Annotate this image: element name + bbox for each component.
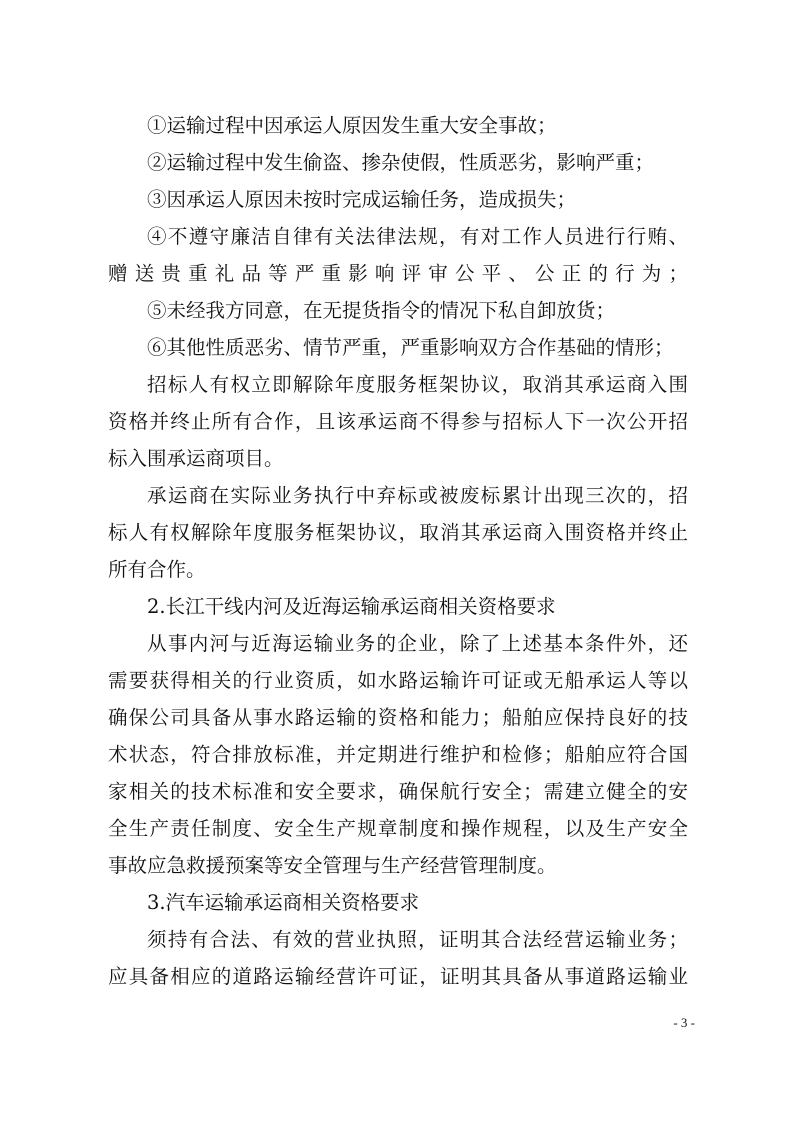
paragraph-abandon-line-1: 承运商在实际业务执行中弃标或被废标累计出现三次的，招 (147, 484, 688, 507)
section-2-line-5: 家相关的技术标准和安全要求，确保航行安全；需建立健全的安 (108, 780, 688, 803)
list-item-6: ⑥其他性质恶劣、情节严重，严重影响双方合作基础的情形； (147, 336, 674, 359)
paragraph-abandon-line-2: 标人有权解除年度服务框架协议，取消其承运商入围资格并终止 (108, 521, 688, 544)
list-item-4-line-1: ④不遵守廉洁自律有关法律法规，有对工作人员进行行贿、 (147, 225, 688, 248)
section-3-heading: 3.汽车运输承运商相关资格要求 (147, 891, 420, 914)
list-item-1: ①运输过程中因承运人原因发生重大安全事故； (147, 114, 557, 137)
paragraph-terminate-line-1: 招标人有权立即解除年度服务框架协议，取消其承运商入围 (147, 373, 688, 396)
paragraph-abandon-line-3: 所有合作。 (108, 558, 206, 581)
section-2-heading: 2.长江干线内河及近海运输承运商相关资格要求 (147, 595, 556, 618)
paragraph-terminate-line-3: 标入围承运商项目。 (108, 447, 284, 470)
section-2-line-6: 全生产责任制度、安全生产规章制度和操作规程，以及生产安全 (108, 817, 688, 840)
section-2-line-7: 事故应急救援预案等安全管理与生产经营管理制度。 (108, 854, 557, 877)
list-item-2: ②运输过程中发生偷盗、掺杂使假，性质恶劣，影响严重； (147, 151, 655, 174)
page-number: - 3 - (673, 1015, 695, 1030)
section-3-line-1: 须持有合法、有效的营业执照，证明其合法经营运输业务； (147, 928, 688, 951)
section-2-line-1: 从事内河与近海运输业务的企业，除了上述基本条件外，还 (147, 632, 688, 655)
list-item-3: ③因承运人原因未按时完成运输任务，造成损失； (147, 188, 577, 211)
section-2-line-3: 确保公司具备从事水路运输的资格和能力；船舶应保持良好的技 (108, 706, 688, 729)
list-item-5: ⑤未经我方同意，在无提货指令的情况下私自卸放货； (147, 299, 616, 322)
section-2-line-2: 需要获得相关的行业资质，如水路运输许可证或无船承运人等以 (108, 669, 688, 692)
section-2-line-4: 术状态，符合排放标准，并定期进行维护和检修；船舶应符合国 (108, 743, 688, 766)
paragraph-terminate-line-2: 资格并终止所有合作，且该承运商不得参与招标人下一次公开招 (108, 410, 688, 433)
list-item-4-line-2: 赠送贵重礼品等严重影响评审公平、公正的行为； (108, 262, 688, 285)
section-3-line-2: 应具备相应的道路运输经营许可证，证明其具备从事道路运输业 (108, 965, 688, 988)
